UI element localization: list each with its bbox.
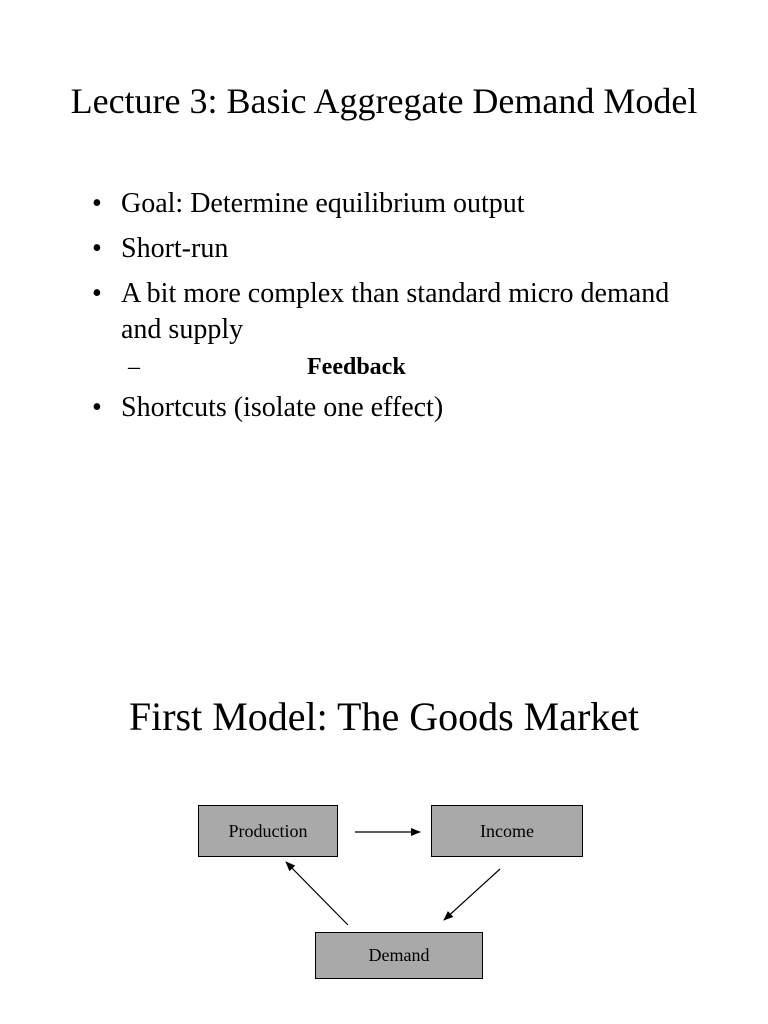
bullet-icon: • bbox=[92, 278, 102, 309]
slide-title: First Model: The Goods Market bbox=[128, 694, 640, 739]
arrow-demand-to-production bbox=[286, 862, 348, 925]
bullet-text: Shortcuts (isolate one effect) bbox=[121, 392, 444, 423]
income-box bbox=[431, 805, 583, 857]
income-label: Income bbox=[480, 820, 534, 841]
slide-title: Lecture 3: Basic Aggregate Demand Model bbox=[70, 81, 698, 121]
demand-box bbox=[315, 932, 483, 979]
bullet-text: A bit more complex than standard micro demand and supply bbox=[121, 278, 670, 345]
arrow-income-to-demand bbox=[444, 869, 500, 920]
bullet-text: Goal: Determine equilibrium output bbox=[121, 188, 525, 219]
bullet-item bbox=[92, 276, 712, 348]
dash-icon: – bbox=[128, 354, 140, 380]
production-label: Production bbox=[228, 820, 308, 841]
sub-bullet-item bbox=[92, 350, 712, 386]
bullet-item bbox=[92, 390, 712, 426]
bullet-list bbox=[92, 186, 712, 435]
bullet-icon: • bbox=[92, 188, 102, 219]
bullet-icon: • bbox=[92, 392, 102, 423]
bullet-text: Short-run bbox=[121, 233, 229, 264]
bullet-item bbox=[92, 231, 712, 267]
production-box bbox=[198, 805, 338, 857]
demand-label: Demand bbox=[368, 945, 430, 965]
bullet-item bbox=[92, 186, 712, 222]
bullet-icon: • bbox=[92, 233, 102, 264]
sub-bullet-text: Feedback bbox=[307, 354, 406, 380]
